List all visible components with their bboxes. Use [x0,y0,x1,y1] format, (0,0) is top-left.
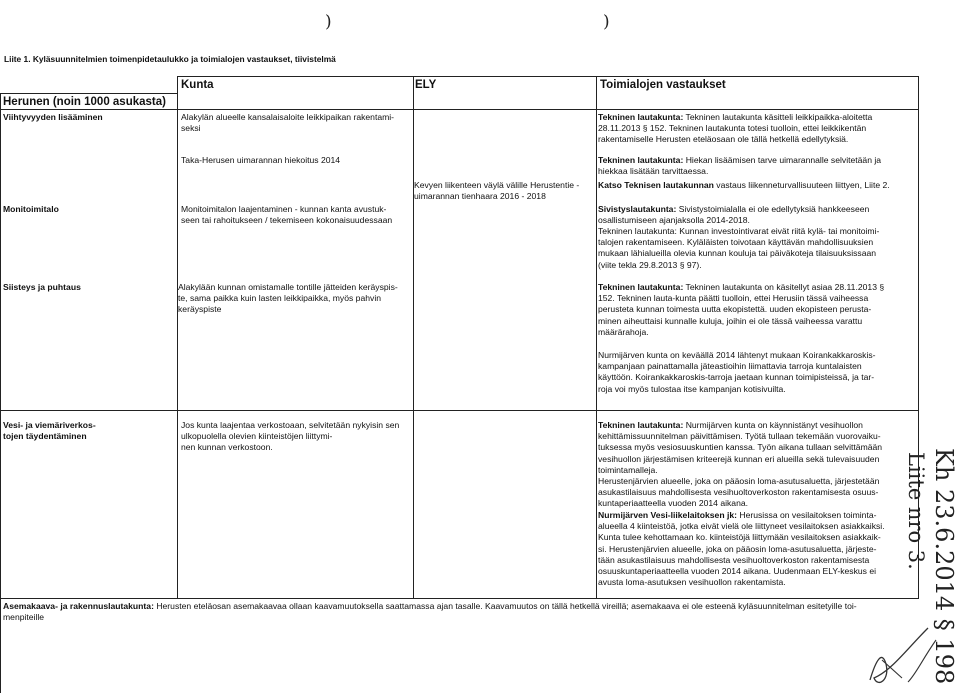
category-viihtyvyys: Viihtyvyyden lisääminen [3,112,103,122]
response-ekopiste [598,282,916,338]
response-vesilaitos [598,510,916,588]
table-row-divider [0,410,918,411]
asemakaava-text: Herusten eteläosan asemakaavaa ollaan kaavamuutoksella saattamassa ajan tasalle. Kaavamuutos on tällä hetkellä vireillä; asemakaava ei ole esteenä kyläsuunnitelman esitetyille toi- menpiteille [3,601,857,623]
response-leikkipaikka [598,112,916,146]
response-label: Tekninen lautakunta: [598,282,684,292]
response-vesihuolto [598,420,916,476]
response-label: Tekninen lautakunta: [598,112,684,122]
signature [862,620,942,692]
header-ely: ELY [415,79,437,91]
table-border-top [0,93,177,94]
response-herustenjarvi: Herustenjärvien alueelle, joka on pääosin loma-asutusaluetta, järjestetään asukastilaisuus mahdollisesta vesihuoltoverkoston rakentamisesta osuus- kuntaperiaatteella vuoden 2014 aikana. [598,476,880,509]
response-label: Tekninen lautakunta: [598,155,684,165]
header-village: Herunen (noin 1000 asukasta) [3,96,166,108]
response-liikenne [598,180,916,191]
category-siisteys: Siisteys ja puhtaus [3,282,81,292]
response-monitoimitalo-tekninen: Tekninen lautakunta: Kunnan investointivarat eivät riitä kylä- tai monitoimi- talojen rakentamiseen. Kyläläisten toivotaan käyttävän mahdollisuuksien mukaan lähialueilla olevia kunnan kouluja tai päiväkoteja tilaisuuksissaan (viite tekla 29.8.2013 § 97). [598,226,880,270]
kunta-verkosto: Jos kunta laajentaa verkostoaan, selvitetään nykyisin sen ulkopuolella olevien kiinteistöjen liittymi- nen kunnan verkostoon. [181,420,400,453]
response-sivistys [598,204,916,226]
asemakaava-note [3,601,915,623]
response-label: Sivistyslautakunta: [598,204,677,214]
header-toimialojen-vastaukset: Toimialojen vastaukset [600,79,726,91]
top-mark: ) [325,12,332,32]
category-vesi: Vesi- ja viemäriverkos- tojen täydentäminen [3,420,96,442]
response-koirankakkaroskis: Nurmijärven kunta on keväällä 2014 lähtenyt mukaan Koirankakkaroskis- kampanjaan painattamalla jäteastioihin liimattavia tarroja kuntalaisten käyttöön. Koirankakkaroskis-tarroja jaetaan kunnan toimipisteissä, ja tar- roja voi myös tulostaa itse kampanjan kotisivuilta. [598,350,876,394]
asemakaava-label: Asemakaava- ja rakennuslautakunta: [3,601,154,611]
table-border-top [177,76,918,77]
category-monitoimitalo: Monitoimitalo [3,204,59,214]
ely-kevyen-liikenteen-vayla: Kevyen liikenteen väylä välille Herustentie - uimarannan tienhaara 2016 - 2018 [414,180,580,202]
table-column-divider [413,76,414,599]
response-label: Tekninen lautakunta: [598,420,684,430]
response-text: Tekninen lautakunta käsitteli leikkipaikka-aloitetta 28.11.2013 § 152. Tekninen lautakunta totesi tuolloin, ettei leikkikentän rakentamiselle Herusten eteläosaan ole tällä hetkellä edellytyksiä. [598,112,873,145]
response-text: Herusissa on vesilaitoksen toiminta- alueella 4 kiinteistöä, jotka eivät vielä ole liittyneet vesilaitoksen asiakkaiksi. Kunta tulee kehottamaan ko. kiinteistöjä liittymään vesilaitoksen asiakkaik- si. Herustenjärvien alueelle, joka on pääosin loma-asutusaluetta, järjeste- tään asukastilaisuus mahdollisesta vesihuoltoverkoston rakentamisesta osuuskuntaperiaatteella vuoden 2014 aikana. Uudenmaan ELY-keskus ei avusta loma-asutuksen vesihuollon rakentamista. [598,510,885,588]
response-uimaranta [598,155,916,177]
kunta-uimaranta: Taka-Herusen uimarannan hiekoitus 2014 [181,155,341,165]
table-border-left [0,93,1,693]
table-row-divider [0,109,918,110]
response-label: Nurmijärven Vesi-liikelaitoksen jk: [598,510,737,520]
handwritten-liite-nro: Liite nro 3. [904,452,928,570]
kunta-leikkipaikka: Alakylän alueelle kansalaisaloite leikkipaikan rakentami- seksi [181,112,395,134]
table-column-divider [596,76,597,599]
response-text: vastaus liikenneturvallisuuteen liittyen, Liite 2. [713,180,890,190]
kunta-kerayspiste: Alakylään kunnan omistamalle tontille jätteiden keräyspis- te, sama paikka kuin lasten leikkipaikka, myös pahvin keräyspiste [178,282,398,315]
header-kunta: Kunta [181,79,214,91]
response-label: Katso Teknisen lautakunnan [598,180,714,190]
page-title: Liite 1. Kyläsuunnitelmien toimenpidetaulukko ja toimialojen vastaukset, tiivistelmä [4,54,336,64]
handwritten-kh-reference: Kh 23.6.2014 § 198 [930,448,958,685]
response-text: Sivistystoimialalla ei ole edellytyksiä hankkeeseen osallistumiseen ajanjaksolla 2014-2018. [598,204,870,226]
response-text: Hiekan lisäämisen tarve uimarannalle selvitetään ja hiekkaa lisätään tarvittaessa. [598,155,882,177]
top-mark: ) [603,12,610,32]
response-text: Tekninen lautakunta on käsitellyt asiaa 28.11.2013 § 152. Tekninen lauta-kunta päätti tuolloin, ettei Herusiin tässä vaiheessa perusteta kunnan toimesta uutta ekopistettä. uuden ekopisteen perusta- minen aiheuttaisi kunnalle kuluja, joihin ei ole tässä vaiheessa varattu määrärahoja. [598,282,885,337]
response-text: Nurmijärven kunta on käynnistänyt vesihuollon kehittämissuunnitelman päivittämisen. Työtä tullaan tekemään vuorovaiku- tuksessa myös vesiosuuskuntien kanssa. Työn aikana tullaan selvittämään vesihuollon järjestämisen kriteerejä kunnan eri alueilla sekä tulevaisuuden toimintamalleja. [598,420,883,475]
kunta-monitoimitalo: Monitoimitalon laajentaminen - kunnan kanta avustuk- seen tai rahoitukseen / tekemiseen kokonaisuudessaan [181,204,393,226]
table-column-divider [177,76,178,599]
table-row-divider [0,598,918,599]
